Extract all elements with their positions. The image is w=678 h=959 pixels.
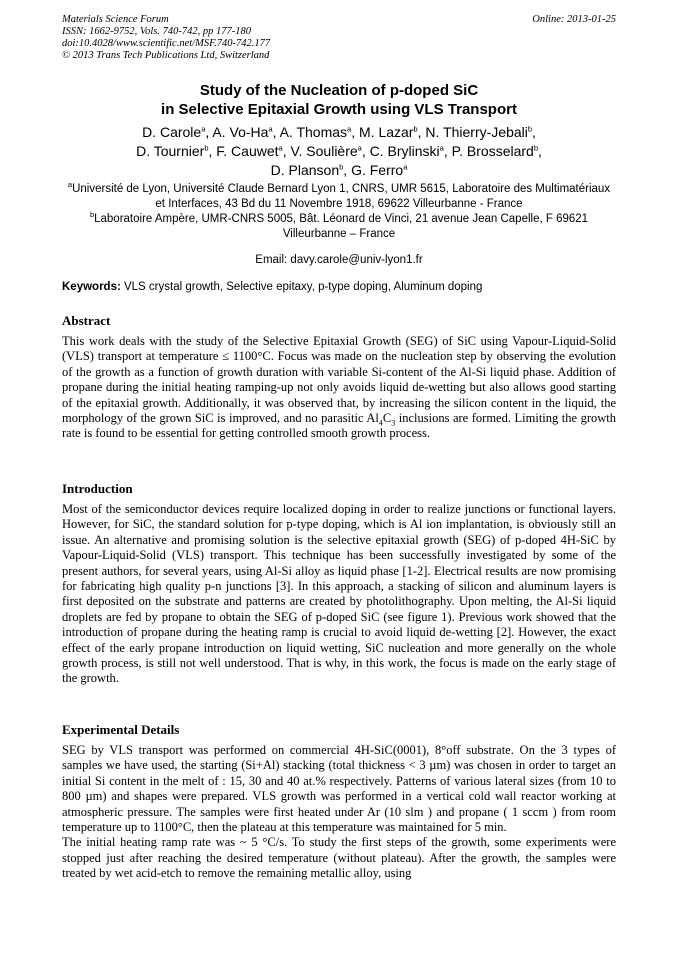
author-name: F. Cauwet <box>216 143 279 159</box>
author-name: P. Brosselard <box>451 143 534 159</box>
author-affiliation-mark: b <box>339 162 344 172</box>
abstract-section <box>62 313 616 442</box>
title-line-2: in Selective Epitaxial Growth using VLS Transport <box>161 101 517 118</box>
author-name: C. Brylinski <box>369 143 440 159</box>
author-affiliation-mark: b <box>533 143 538 153</box>
section-heading: Abstract <box>62 313 111 328</box>
author-affiliation-mark: b <box>413 124 418 134</box>
author-name: D. Carole <box>142 124 202 140</box>
experimental-section <box>62 722 616 882</box>
paper-title <box>0 81 678 119</box>
affiliation-mark: b <box>89 210 95 220</box>
author-line-1: D. Carole$^a$, A. Vo-Ha$^a$, A. Thomas$^a$, M. Lazar$^b$, N. Thierry-Jebali$^b$, <box>142 124 536 140</box>
author-name: V. Soulière <box>290 143 358 159</box>
author-name: D. Planson <box>270 162 340 178</box>
abstract-text: This work deals with the study of the Selective Epitaxial Growth (SEG) of SiC using Vapour-Liquid-Solid (VLS) transport at temperature ≤ 1100°C. Focus was made on the nucleation step by observing the evolution of the growth as a function of growth duration with variable Si-content of the Al-Si liquid phase. Addition of propane during the initial heating ramping-up not only avoids liquid de-wetting but also allows good starting of the epitaxial growth. Additionally, it was observed that, by increasing the silicon content in the liquid, the morphology of the grown SiC is improved, and no parasitic $Al_4C_3$ inclusions are formed. Limiting the growth rate is found to be essential for getting controlled smooth growth process. <box>62 334 617 441</box>
author-line-3: D. Planson$^b$, G. Ferro$^a$ <box>270 162 408 178</box>
online-date: Online: 2013-01-25 <box>532 14 616 25</box>
author-affiliation-mark: a <box>439 143 444 153</box>
keywords-label: Keywords: <box>62 281 121 293</box>
author-list <box>62 123 616 180</box>
issn-line: ISSN: 1662-9752, Vols. 740-742, pp 177-180 <box>62 26 251 37</box>
affiliation-text: Laboratoire Ampère, UMR-CNRS 5005, Bât. Léonard de Vinci, 21 avenue Jean Capelle, F 69621 Villeurbanne – France <box>94 213 589 240</box>
author-name: N. Thierry-Jebali <box>425 124 528 140</box>
experimental-paragraph-1: SEG by VLS transport was performed on commercial 4H-SiC(0001), 8°off substrate. On the 3 types of samples we have used, the starting (Si+Al) stacking (total thickness < 3 µm) was chosen in order to target an initial Si content in the melt of : 15, 30 and 40 at.% respectively. Patterns of various lateral sizes (from 10 to 800 µm) and shapes were prepared. VLS growth was performed in a vertical cold wall reactor working at atmospheric pressure. The samples were first heated under Ar (10 slm ) and propane ( 1 sccm ) from room temperature up to 1100°C, then the plateau at this temperature was maintained for 5 min. <box>62 743 616 835</box>
experimental-paragraph-2: The initial heating ramp rate was ~ 5 °C/s. To study the first steps of the growth, some experiments were stopped just after reaching the desired temperature (without plateau). After the growth, the samples were treated by wet acid-etch to remove the remaining metallic alloy, using <box>62 835 616 881</box>
affiliation-a <box>62 182 616 212</box>
author-name: G. Ferro <box>351 162 404 178</box>
affiliation-text: Université de Lyon, Université Claude Bernard Lyon 1, CNRS, UMR 5615, Laboratoire des Multimatériaux et Interfaces, 43 Bd du 11 Novembre 1918, 69622 Villeurbanne - France <box>72 183 611 210</box>
copyright-line: © 2013 Trans Tech Publications Ltd, Switzerland <box>62 50 270 61</box>
author-line-2: D. Tournier$^b$, F. Cauwet$^a$, V. Soulière$^a$, C. Brylinski$^a$, P. Brosselard$^b$, <box>136 143 542 159</box>
author-affiliation-mark: b <box>527 124 533 134</box>
author-affiliation-mark: a <box>201 124 206 134</box>
section-heading: Experimental Details <box>62 722 180 737</box>
title-line-1: Study of the Nucleation of p-doped SiC <box>199 82 479 99</box>
author-name: A. Vo-Ha <box>212 124 269 140</box>
author-name: A. Thomas <box>279 124 348 140</box>
author-affiliation-mark: b <box>204 143 209 153</box>
running-header <box>62 14 616 62</box>
author-affiliation-mark: a <box>268 124 273 134</box>
author-affiliation-mark: a <box>347 124 352 134</box>
author-affiliation-mark: a <box>357 143 362 153</box>
section-heading: Introduction <box>62 481 133 496</box>
keywords-text: VLS crystal growth, Selective epitaxy, p-type doping, Aluminum doping <box>120 281 483 293</box>
affiliation-b <box>62 212 616 242</box>
affiliations <box>62 182 616 242</box>
introduction-section <box>62 481 616 687</box>
journal-name: Materials Science Forum <box>62 14 169 25</box>
author-name: D. Tournier <box>136 143 205 159</box>
author-affiliation-mark: a <box>403 162 408 172</box>
author-name: M. Lazar <box>359 124 414 140</box>
contact-email: Email: davy.carole@univ-lyon1.fr <box>255 254 423 266</box>
affiliation-mark: a <box>67 180 73 190</box>
introduction-text: Most of the semiconductor devices require localized doping in order to realize junctions or functional layers. However, for SiC, the standard solution for p-type doping, which is Al ion implantation, is obviously still an issue. An alternative and promising solution is the selective epitaxial growth (SEG) of p-doped 4H-SiC by Vapour-Liquid-Solid (VLS) transport. This technique has been successfully investigated by some of the present authors, for several years, using Al-Si alloy as liquid phase [1-2]. Electrical results are now promising for fabricating high quality p-n junctions [3]. In this approach, a stacking of silicon and aluminum layers is first deposited on the substrate and patterns are created by photolithography. Upon melting, the Al-Si liquid droplets are fed by propane to obtain the SEG of p-doped SiC (see figure 1). Previous work showed that the introduction of propane during the heating ramp is crucial to avoid liquid de-wetting [2]. However, the exact effect of the early propane introduction on liquid wetting, SiC nucleation and more generally on the whole growth process, is still not well understood. That is why, in this work, the focus is made on the early stage of the growth. <box>62 502 616 686</box>
doi-line: doi:10.4028/www.scientific.net/MSF.740-742.177 <box>62 38 271 49</box>
author-affiliation-mark: a <box>278 143 283 153</box>
keywords <box>62 281 616 293</box>
